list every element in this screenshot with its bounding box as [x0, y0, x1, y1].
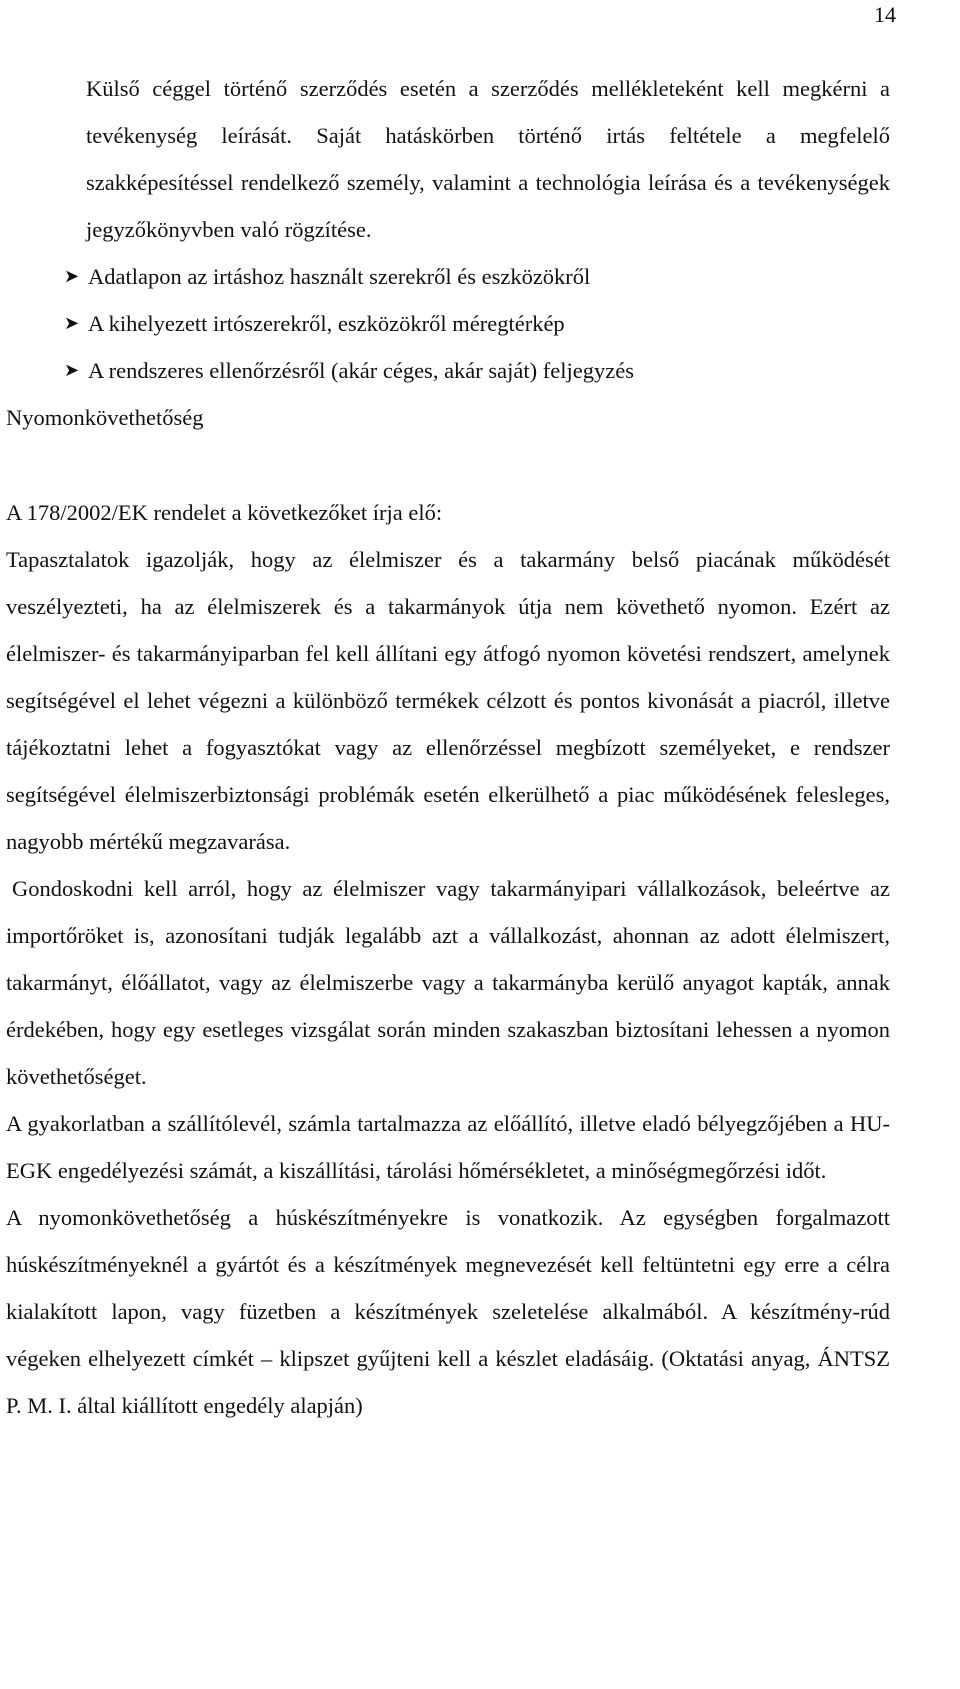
regulation-intro: A 178/2002/EK rendelet a következőket írja elő:: [6, 500, 443, 525]
bullet-item-text: A kihelyezett irtószerekről, eszközökről méregtérkép: [88, 311, 565, 336]
page-number: 14: [874, 2, 896, 27]
obligation-paragraph: Gondoskodni kell arról, hogy az élelmiszer vagy takarmányipari vállalkozások, beleértve az importőröket is, azonosítani tudják legalább azt a vállalkozást, ahonnan az adott élelmiszert, takarmányt, élőállatot, vagy az élelmiszerbe vagy a takarmányba kerülő anyagot kapták, annak érdekében, hogy egy esetleges vizsgálat során minden szakaszban biztosítani lehessen a nyomon követhetőséget.: [6, 876, 890, 1089]
arrowhead-bullet-icon: ➤: [64, 313, 80, 334]
intro-paragraph: Külső céggel történő szerződés esetén a szerződés mellékleteként kell megkérni a tevékenység leírását. Saját hatáskörben történő irtás feltétele a megfelelő szakképesítéssel rendelkező személy, valamint a technológia leírása és a tevékenységek jegyzőkönyvben való rögzítése.: [86, 76, 890, 242]
blank-line: [6, 441, 890, 489]
bullet-item: [6, 253, 890, 300]
bullet-item-text: Adatlapon az irtáshoz használt szerekről és eszközökről: [88, 264, 591, 289]
bullet-list: [6, 253, 890, 394]
practice-paragraph: A gyakorlatban a szállítólevél, számla tartalmazza az előállító, illetve eladó bélyegzőjében a HU-EGK engedélyezési számát, a kiszállítási, tárolási hőmérsékletet, a minőségmegőrzési időt.: [6, 1111, 890, 1183]
arrowhead-bullet-icon: ➤: [64, 266, 80, 287]
regulation-quote-paragraph: Tapasztalatok igazolják, hogy az élelmiszer és a takarmány belső piacának működését veszélyezteti, ha az élelmiszerek és a takarmányok útja nem követhető nyomon. Ezért az élelmiszer- és takarmányiparban fel kell állítani egy átfogó nyomon követési rendszert, amelynek segítségével el lehet végezni a különböző termékek célzott és pontos kivonását a piacról, illetve tájékoztatni lehet a fogyasztókat vagy az ellenőrzéssel megbízott személyeket, e rendszer segítségével élelmiszerbiztonsági problémák esetén elkerülhető a piac működésének felesleges, nagyobb mértékű megzavarása.: [6, 547, 890, 854]
bullet-item: [6, 300, 890, 347]
document-body: [6, 65, 890, 1429]
arrowhead-bullet-icon: ➤: [64, 360, 80, 381]
section-heading: Nyomonkövethetőség: [6, 405, 204, 430]
bullet-item: [6, 347, 890, 394]
bullet-item-text: A rendszeres ellenőrzésről (akár céges, akár saját) feljegyzés: [88, 358, 634, 383]
meat-products-paragraph: A nyomonkövethetőség a húskészítményekre is vonatkozik. Az egységben forgalmazott húskészítményeknél a gyártót és a készítmények megnevezését kell feltüntetni egy erre a célra kialakított lapon, vagy füzetben a készítmények szeletelése alkalmából. A készítmény-rúd végeken elhelyezett címkét – klipszet gyűjteni kell a készlet eladásáig. (Oktatási anyag, ÁNTSZ P. M. I. által kiállított engedély alapján): [6, 1205, 890, 1418]
